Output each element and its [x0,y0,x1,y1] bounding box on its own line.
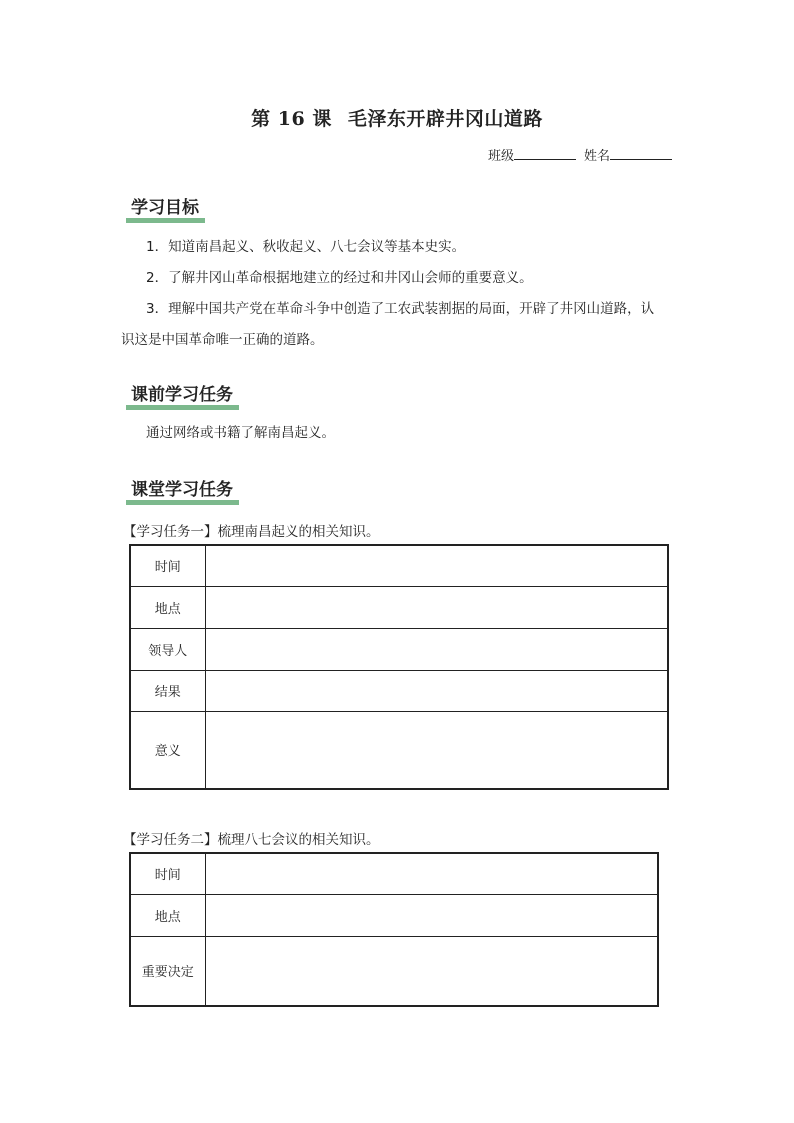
goal-item-1: 1．知道南昌起义、秋收起义、八七会议等基本史实。 [146,239,466,255]
inclass-heading [128,475,237,502]
goals-heading [128,193,203,220]
answer-cell[interactable] [205,936,658,1006]
table-row [130,894,658,936]
answer-cell[interactable] [205,545,668,586]
task2-table [129,852,659,1007]
row-label: 时间 [130,853,205,894]
preclass-heading-text: 课前学习任务 [131,385,233,405]
table-row [130,628,668,670]
table-row [130,586,668,628]
row-label: 地点 [130,586,205,628]
answer-cell[interactable] [205,853,658,894]
row-label: 地点 [130,894,205,936]
heading-underline [126,405,239,410]
preclass-task-text: 通过网络或书籍了解南昌起义。 [146,425,335,441]
row-label: 领导人 [130,628,205,670]
preclass-heading [128,380,237,407]
name-label: 姓名 [583,149,610,164]
table-row [130,853,658,894]
answer-cell[interactable] [205,586,668,628]
goals-heading-text: 学习目标 [131,198,199,218]
answer-cell[interactable] [205,628,668,670]
row-label: 重要决定 [130,936,205,1006]
task1-table [129,544,669,790]
student-info-line [488,145,672,164]
task2-label: 【学习任务二】梳理八七会议的相关知识。 [123,832,380,848]
goal-item-3: 3．理解中国共产党在革命斗争中创造了工农武装割据的局面，开辟了井冈山道路，认 [146,301,655,317]
heading-underline [126,500,239,505]
row-label: 时间 [130,545,205,586]
answer-cell[interactable] [205,894,658,936]
task1-label: 【学习任务一】梳理南昌起义的相关知识。 [123,524,380,540]
goal-item-2: 2．了解井冈山革命根据地建立的经过和井冈山会师的重要意义。 [146,270,533,286]
name-blank[interactable] [610,147,672,160]
heading-underline [126,218,205,223]
goal-item-3-continued: 识这是中国革命唯一正确的道路。 [121,332,324,348]
table-row [130,670,668,711]
row-label: 意义 [130,711,205,789]
lesson-title: 毛泽东开辟井冈山道路 [347,108,543,130]
answer-cell[interactable] [205,711,668,789]
lesson-number: 第 16 课 [251,108,332,130]
class-blank[interactable] [514,147,576,160]
table-row [130,936,658,1006]
row-label: 结果 [130,670,205,711]
table-row [130,711,668,789]
inclass-heading-text: 课堂学习任务 [131,480,233,500]
answer-cell[interactable] [205,670,668,711]
table-row [130,545,668,586]
page-title [0,104,794,131]
class-label: 班级 [487,149,514,164]
